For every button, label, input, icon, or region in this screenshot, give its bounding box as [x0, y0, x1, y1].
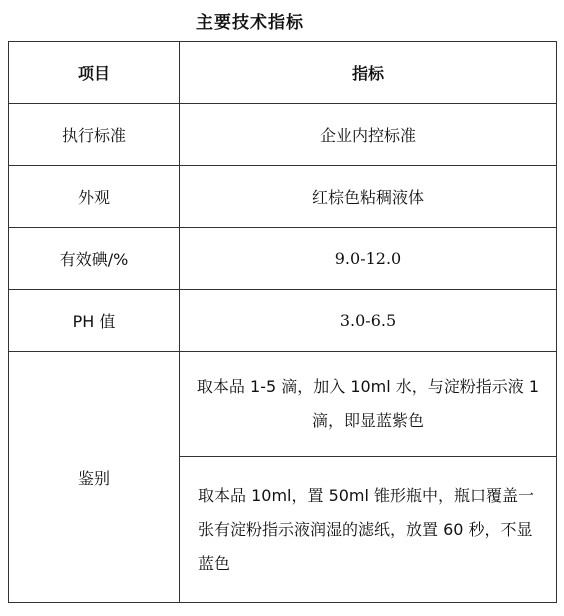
row-value: 3.0-6.5	[180, 290, 557, 352]
table-row	[9, 166, 557, 228]
document-title: 主要技术指标	[196, 13, 304, 33]
table-header-row	[9, 42, 557, 104]
identification-test-1: 取本品 1-5 滴，加入 10ml 水，与淀粉指示液 1 滴，即显蓝紫色	[180, 352, 557, 457]
row-item: 鉴别	[9, 352, 180, 603]
row-item: 外观	[9, 166, 180, 228]
row-item: 有效碘/%	[9, 228, 180, 290]
row-value: 9.0-12.0	[180, 228, 557, 290]
row-value: 企业内控标准	[180, 104, 557, 166]
header-spec: 指标	[180, 42, 557, 104]
row-value: 红棕色粘稠液体	[180, 166, 557, 228]
header-item: 项目	[9, 42, 180, 104]
table-row	[9, 290, 557, 352]
table-row	[9, 104, 557, 166]
row-item: PH 值	[9, 290, 180, 352]
identification-test-2: 取本品 10ml，置 50ml 锥形瓶中，瓶口覆盖一张有淀粉指示液润湿的滤纸，放置 60 秒，不显蓝色	[180, 457, 557, 603]
spec-table	[8, 41, 557, 603]
table-row-identification	[9, 352, 557, 457]
row-item: 执行标准	[9, 104, 180, 166]
table-row	[9, 228, 557, 290]
